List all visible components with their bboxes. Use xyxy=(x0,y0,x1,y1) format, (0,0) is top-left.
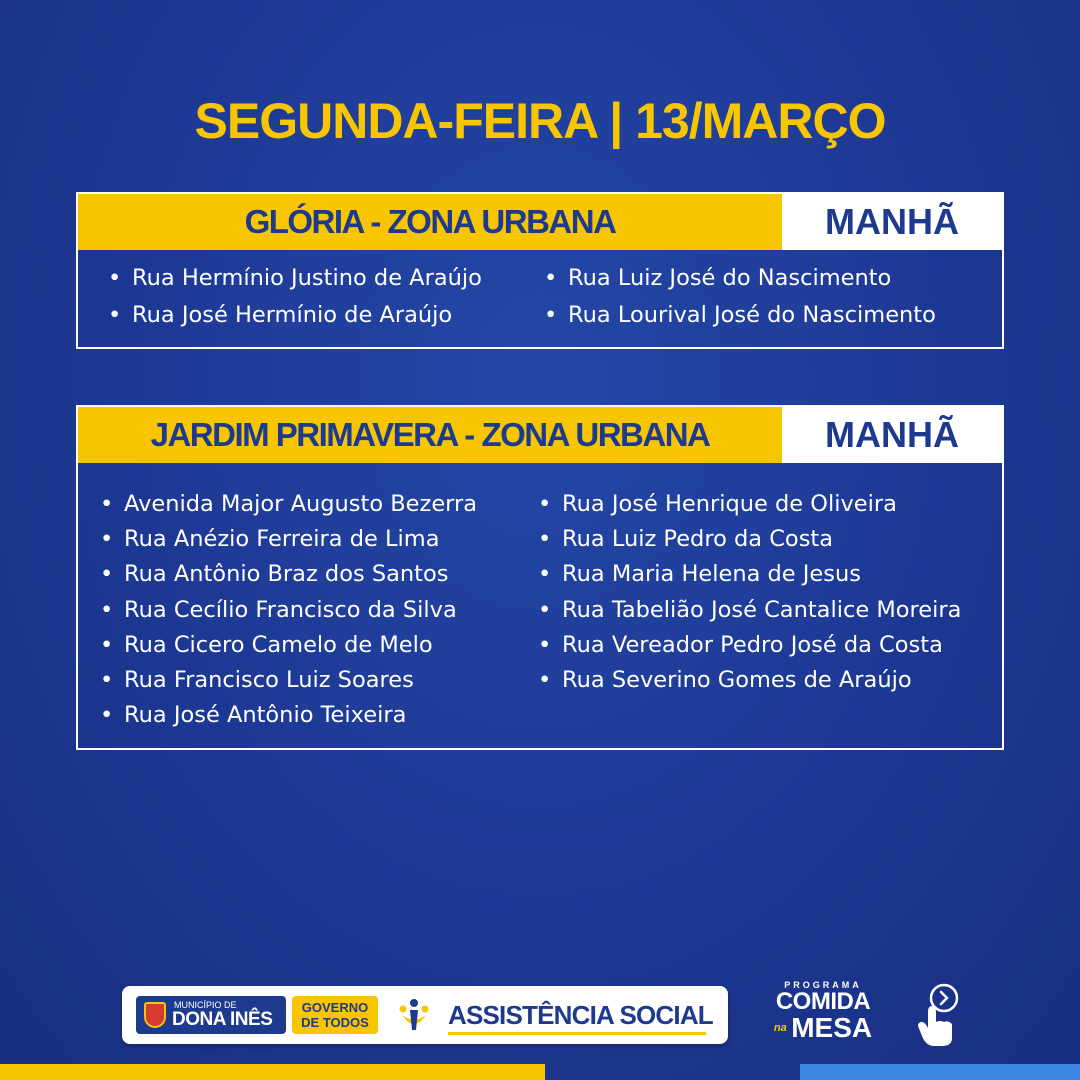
program-name-line1: COMIDA xyxy=(775,988,871,1015)
list-item: • Avenida Major Augusto Bezerra xyxy=(100,487,538,522)
gov-line-2: DE TODOS xyxy=(301,1015,369,1030)
period-label: MANHÃ xyxy=(782,194,1002,250)
street-list-right xyxy=(538,487,961,733)
schedule-block-gloria xyxy=(76,192,1004,349)
block-header xyxy=(78,407,1002,463)
list-item: • Rua Antônio Braz dos Santos xyxy=(100,557,538,592)
list-item: • Rua Severino Gomes de Araújo xyxy=(538,663,961,698)
street-columns xyxy=(78,250,1002,333)
list-item: • Rua Luiz Pedro da Costa xyxy=(538,522,961,557)
street-list-right xyxy=(544,260,936,333)
list-item: • Rua José Hermínio de Araújo xyxy=(108,297,544,334)
hand-pointer-icon xyxy=(914,982,962,1048)
gov-line-1: GOVERNO xyxy=(301,1000,369,1015)
family-icon xyxy=(398,998,430,1032)
program-logo xyxy=(766,980,880,1052)
period-label: MANHÃ xyxy=(782,407,1002,463)
street-list-left xyxy=(100,487,538,733)
footer-logo-bar xyxy=(122,986,728,1044)
schedule-block-jardim-primavera xyxy=(76,405,1004,750)
list-item: • Rua Vereador Pedro José da Costa xyxy=(538,628,961,663)
zone-label: JARDIM PRIMAVERA - ZONA URBANA xyxy=(78,407,782,463)
page-title: SEGUNDA-FEIRA | 13/MARÇO xyxy=(194,93,886,149)
program-prefix: PROGRAMA xyxy=(784,980,862,990)
municipality-name: DONA INÊS xyxy=(172,1009,273,1030)
list-item: • Rua Hermínio Justino de Araújo xyxy=(108,260,544,297)
assistance-label: ASSISTÊNCIA SOCIAL xyxy=(448,1000,713,1030)
list-item: • Rua Francisco Luiz Soares xyxy=(100,663,538,698)
list-item: • Rua Anézio Ferreira de Lima xyxy=(100,522,538,557)
list-item: • Rua Luiz José do Nascimento xyxy=(544,260,936,297)
decorative-stripe-blue xyxy=(800,1064,1080,1080)
zone-label: GLÓRIA - ZONA URBANA xyxy=(78,194,782,250)
decorative-stripe-yellow xyxy=(0,1064,545,1080)
street-columns xyxy=(78,463,1002,733)
list-item: • Rua José Henrique de Oliveira xyxy=(538,487,961,522)
program-name-line2: MESA xyxy=(791,1012,873,1043)
list-item: • Rua José Antônio Teixeira xyxy=(100,698,538,733)
municipality-logo xyxy=(136,996,286,1034)
list-item: • Rua Lourival José do Nascimento xyxy=(544,297,936,334)
municipality-prefix: MUNICÍPIO DE xyxy=(174,1000,237,1010)
crest-icon xyxy=(144,1002,166,1028)
list-item: • Rua Maria Helena de Jesus xyxy=(538,557,961,592)
list-item: • Rua Cecílio Francisco da Silva xyxy=(100,593,538,628)
program-connector: na xyxy=(773,1022,787,1034)
government-badge xyxy=(292,996,378,1034)
list-item: • Rua Tabelião José Cantalice Moreira xyxy=(538,593,961,628)
list-item: • Rua Cicero Camelo de Melo xyxy=(100,628,538,663)
block-header xyxy=(78,194,1002,250)
assistance-underline xyxy=(448,1032,706,1035)
street-list-left xyxy=(108,260,544,333)
